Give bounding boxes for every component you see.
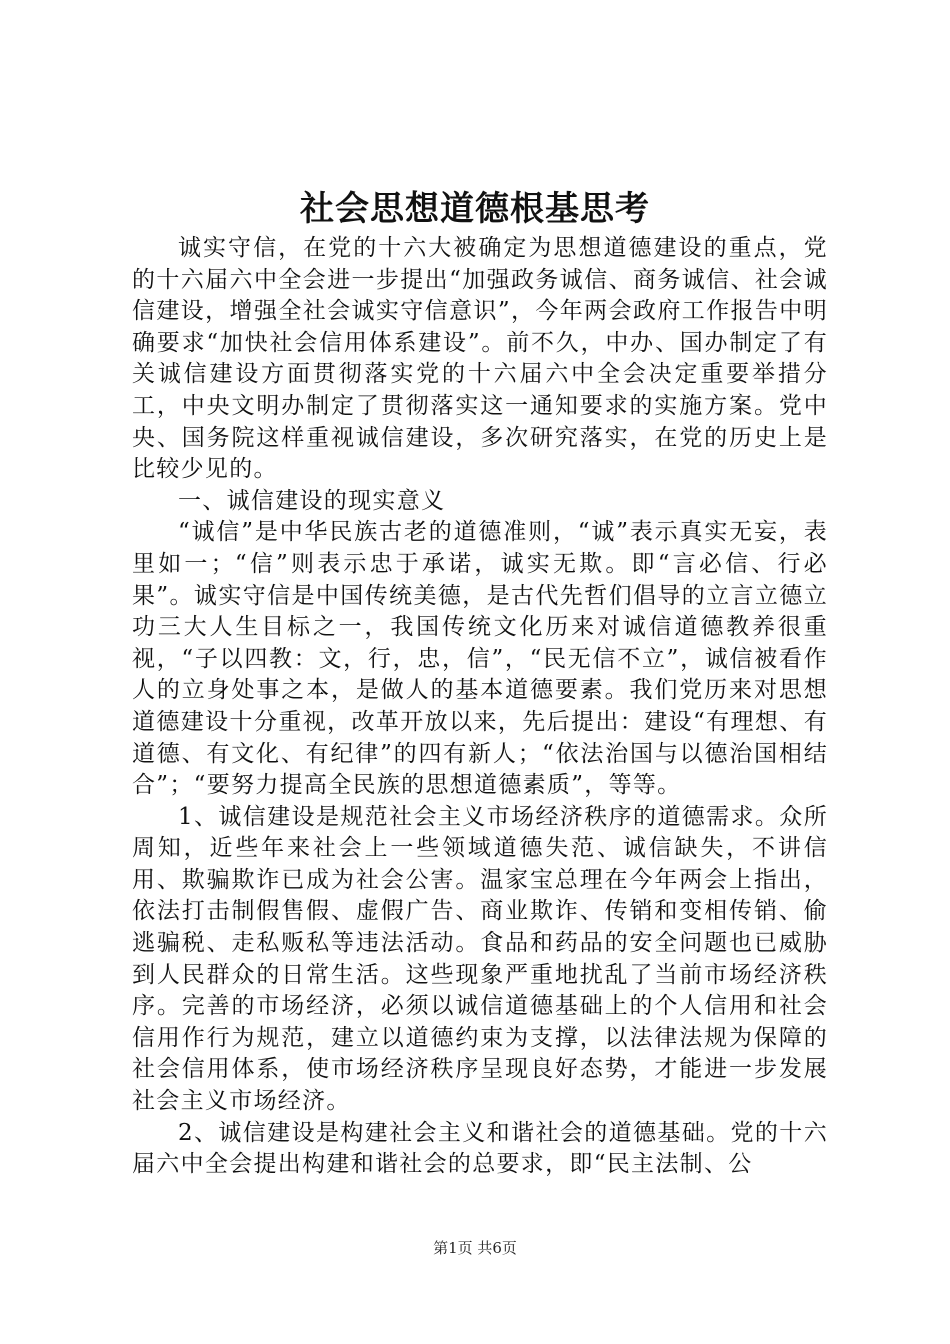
paragraph-point-2: 2、诚信建设是构建社会主义和谐社会的道德基础。党的十六届六中全会提出构建和谐社会的总要求，即“民主法制、公 — [132, 1119, 828, 1178]
document-title: 社会思想道德根基思考 — [300, 189, 650, 229]
paragraph-integrity-meaning: “诚信”是中华民族古老的道德准则，“诚”表示真实无妄，表里如一；“信”则表示忠于承诺，诚实无欺。即“言必信、行必果”。诚实守信是中国传统美德，是古代先哲们倡导的立言立德立功三大人生目标之一，我国传统文化历来对诚信道德教养很重视，“子以四教：文，行，忠，信”，“民无信不立”，诚信被看作人的立身处事之本，是做人的基本道德要素。我们党历来对思想道德建设十分重视，改革开放以来，先后提出：建设“有理想、有道德、有文化、有纪律”的四有新人；“依法治国与以德治国相结合”；“要努力提高全民族的思想道德素质”，等等。 — [132, 519, 828, 799]
page-number-footer: 第1页 共6页 — [433, 1239, 517, 1257]
document-body — [132, 233, 828, 1181]
section-heading: 一、诚信建设的现实意义 — [178, 487, 446, 514]
paragraph-point-1: 1、诚信建设是规范社会主义市场经济秩序的道德需求。众所周知，近些年来社会上一些领域道德失范、诚信缺失，不讲信用、欺骗欺诈已成为社会公害。温家宝总理在今年两会上指出，依法打击制假售假、虚假广告、商业欺诈、传销和变相传销、偷逃骗税、走私贩私等违法活动。食品和药品的安全问题也已威胁到人民群众的日常生活。这些现象严重地扰乱了当前市场经济秩序。完善的市场经济，必须以诚信道德基础上的个人信用和社会信用作行为规范，建立以道德约束为支撑，以法律法规为保障的社会信用体系，使市场经济秩序呈现良好态势，才能进一步发展社会主义市场经济。 — [132, 803, 828, 1115]
paragraph-intro: 诚实守信，在党的十六大被确定为思想道德建设的重点，党的十六届六中全会进一步提出“加强政务诚信、商务诚信、社会诚信建设，增强全社会诚实守信意识”，今年两会政府工作报告中明确要求“加快社会信用体系建设”。前不久，中办、国办制定了有关诚信建设方面贯彻落实党的十六届六中全会决定重要举措分工，中央文明办制定了贯彻落实这一通知要求的实施方案。党中央、国务院这样重视诚信建设，多次研究落实，在党的历史上是比较少见的。 — [132, 235, 828, 483]
